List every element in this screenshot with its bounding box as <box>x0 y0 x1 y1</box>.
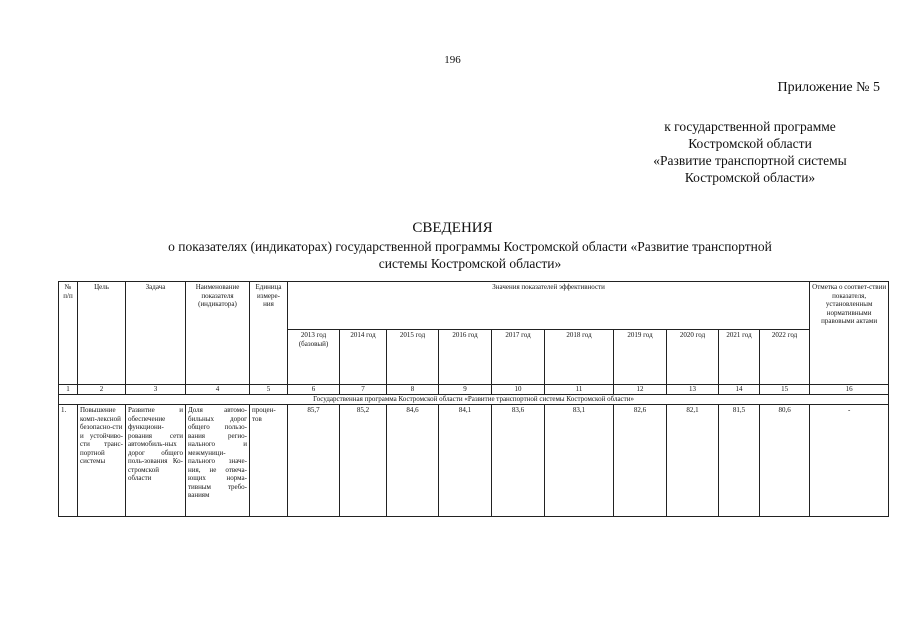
header-year: 2021 год <box>719 330 760 385</box>
indicators-table <box>58 281 889 517</box>
header-year: 2018 год <box>545 330 614 385</box>
program-reference-line: Костромской области» <box>684 170 816 185</box>
header-indicator: Наименование показателя (индикатора) <box>186 282 250 385</box>
header-year: 2022 год <box>760 330 810 385</box>
row-value: 85,7 <box>288 405 340 517</box>
column-number: 14 <box>719 385 760 395</box>
column-number: 8 <box>387 385 439 395</box>
column-number: 12 <box>614 385 667 395</box>
column-number: 11 <box>545 385 614 395</box>
header-unit: Единица измере-ния <box>250 282 288 385</box>
column-number: 5 <box>250 385 288 395</box>
row-value: 80,6 <box>760 405 810 517</box>
header-year: 2013 год (базовый) <box>288 330 340 385</box>
column-number: 16 <box>810 385 889 395</box>
row-value: 84,1 <box>439 405 492 517</box>
program-reference-line: Костромской области <box>688 136 812 151</box>
header-year: 2017 год <box>492 330 545 385</box>
header-year: 2016 год <box>439 330 492 385</box>
subheading-line: о показателях (индикаторах) государственной программы Костромской области «Развитие транспортной <box>168 239 772 254</box>
header-year: 2020 год <box>667 330 719 385</box>
program-reference-line: «Развитие транспортной системы <box>653 153 847 168</box>
row-unit: процен-тов <box>250 405 288 517</box>
column-number: 3 <box>126 385 186 395</box>
page-number: 196 <box>444 54 461 66</box>
row-num: 1. <box>59 405 78 517</box>
row-value: 85,2 <box>340 405 387 517</box>
table-row <box>59 405 889 517</box>
document-heading: СВЕДЕНИЯ <box>412 220 493 236</box>
header-num: № п/п <box>59 282 78 385</box>
appendix-title: Приложение № 5 <box>777 80 880 95</box>
column-number: 1 <box>59 385 78 395</box>
header-year: 2014 год <box>340 330 387 385</box>
header-goal: Цель <box>78 282 126 385</box>
column-number: 9 <box>439 385 492 395</box>
row-value: 83,1 <box>545 405 614 517</box>
row-value: 83,6 <box>492 405 545 517</box>
subheading-line: системы Костромской области» <box>378 256 562 271</box>
header-values-group: Значения показателей эффективности <box>288 282 810 330</box>
header-year: 2015 год <box>387 330 439 385</box>
row-goal: Повышение комп-лексной безопасно-сти и устойчиво-сти транс-портной системы <box>78 405 126 517</box>
column-number: 10 <box>492 385 545 395</box>
column-number: 4 <box>186 385 250 395</box>
column-number: 6 <box>288 385 340 395</box>
column-number: 7 <box>340 385 387 395</box>
row-task: Развитие и обеспечение функциони-рования сети автомобиль-ных дорог общего поль-зования Ко-стромской области <box>126 405 186 517</box>
program-row: Государственная программа Костромской области «Развитие транспортной системы Костромской области» <box>59 395 889 405</box>
row-value: 84,6 <box>387 405 439 517</box>
column-number: 13 <box>667 385 719 395</box>
header-task: Задача <box>126 282 186 385</box>
program-reference <box>560 118 880 186</box>
header-year: 2019 год <box>614 330 667 385</box>
header-note: Отметка о соответ-ствии показателя, установленным нормативными правовыми актами <box>810 282 889 385</box>
row-note: - <box>810 405 889 517</box>
document-subheading <box>100 238 840 272</box>
column-number: 15 <box>760 385 810 395</box>
row-value: 82,6 <box>614 405 667 517</box>
program-reference-line: к государственной программе <box>664 119 836 134</box>
row-value: 82,1 <box>667 405 719 517</box>
column-number: 2 <box>78 385 126 395</box>
row-indicator: Доля автомо-бильных дорог общего пользо-вания регио-нального и межмуници-пального значе-ния, не отвеча-ющих норма-тивным требо-ваниям <box>186 405 250 517</box>
row-value: 81,5 <box>719 405 760 517</box>
